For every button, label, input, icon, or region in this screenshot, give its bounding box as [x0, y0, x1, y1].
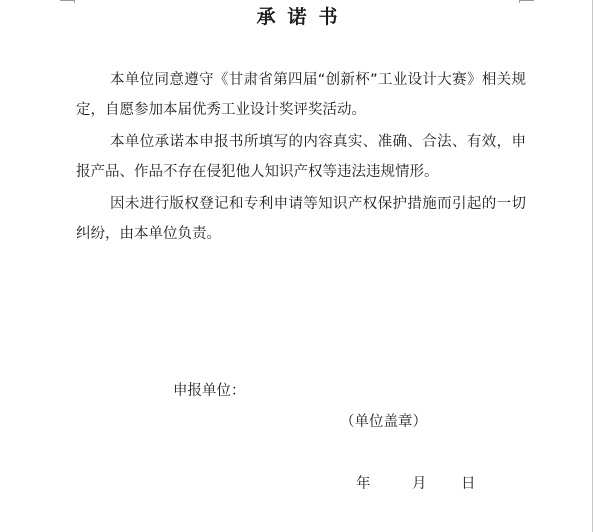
seal-note: （单位盖章） — [340, 414, 427, 430]
margin-mark-top-right-tick — [519, 0, 520, 3]
paragraph-compliance: 本单位同意遵守《甘肃省第四届“创新杯”工业设计大赛》相关规定，自愿参加本届优秀工业设计奖评奖活动。 — [76, 72, 526, 118]
margin-mark-top-left — [60, 0, 74, 1]
margin-mark-top-left-tick — [74, 0, 75, 3]
document-title: 承诺书 — [256, 6, 350, 28]
paragraph-truthfulness: 本单位承诺本申报书所填写的内容真实、准确、合法、有效，申报产品、作品不存在侵犯他人知识产权等违法违规情形。 — [76, 134, 526, 180]
applicant-label: 申报单位： — [173, 383, 246, 399]
date-day-label: 日 — [461, 476, 476, 492]
date-month-label: 月 — [412, 476, 427, 492]
margin-mark-top-right — [520, 0, 534, 1]
paragraph-liability: 因未进行版权登记和专利申请等知识产权保护措施而引起的一切纠纷，由本单位负责。 — [76, 196, 526, 242]
date-year-label: 年 — [356, 476, 371, 492]
